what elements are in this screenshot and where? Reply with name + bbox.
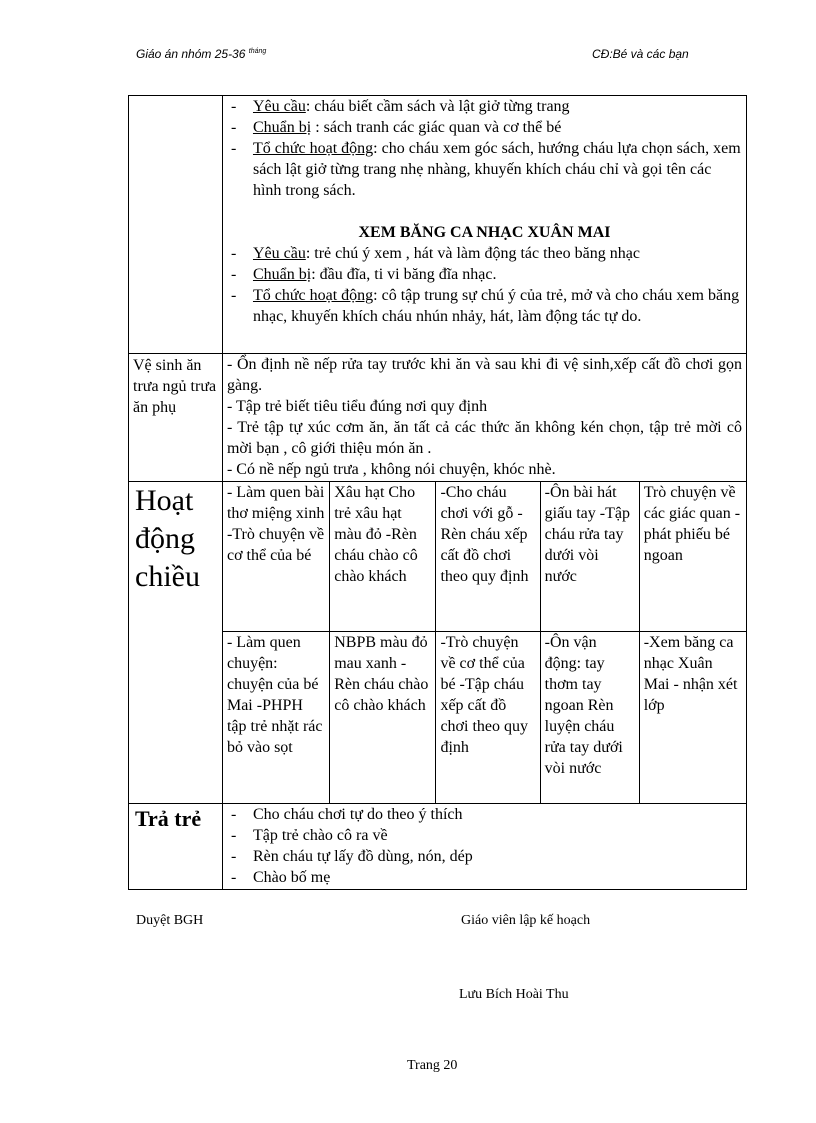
list-item: - Rèn cháu tự lấy đồ dùng, nón, dép [253, 846, 742, 867]
afternoon-cell: - Làm quen chuyện: chuyện của bé Mai -PHPH tập trẻ nhặt rác bỏ vào sọt [222, 632, 329, 804]
list-item: - Tổ chức hoạt động: cho cháu xem góc sách, hướng cháu lựa chọn sách, xem sách lật giở từng trang nhẹ nhàng, khuyến khích cháu chỉ và gọi tên các hình trong sách. [253, 138, 742, 201]
table-row [129, 482, 747, 632]
approval-label: Duyệt BGH [136, 913, 204, 928]
afternoon-cell: NBPB màu đỏ mau xanh -Rèn cháu chào cô chào khách [330, 632, 436, 804]
row-label-afternoon: Hoạt động chiều [129, 482, 223, 804]
hygiene-line: - Tập trẻ biết tiêu tiểu đúng nơi quy định [226, 398, 488, 415]
list-item: - Tập trẻ chào cô ra về [253, 825, 742, 846]
list-item: - Yêu cầu: trẻ chú ý xem , hát và làm động tác theo băng nhạc [253, 243, 742, 264]
music-activity-list [227, 243, 742, 327]
table-row [129, 96, 747, 354]
pickup-list [227, 804, 742, 888]
page-header-left [136, 47, 266, 61]
activity-cell [222, 96, 746, 354]
page-number: Trang 20 [407, 1058, 458, 1073]
row-label-hygiene: Vệ sinh ăn trưa ngủ trưa ăn phụ [129, 354, 223, 482]
header-title: Giáo án nhóm 25-36 [136, 47, 246, 61]
list-item: - Chuẩn bị : sách tranh các giác quan và cơ thể bé [253, 117, 742, 138]
planner-label: Giáo viên lập kế hoạch [461, 913, 591, 928]
book-activity-list [227, 96, 742, 201]
list-item: - Tổ chức hoạt động: cô tập trung sự chú ý của trẻ, mở và cho cháu xem băng nhạc, khuyến khích cháu nhún nhảy, hát, làm động tác tự do. [253, 285, 742, 327]
table-row [129, 804, 747, 890]
pickup-cell [222, 804, 746, 890]
row-label-pickup: Trả trẻ [129, 804, 223, 890]
hygiene-line: - Trẻ tập tự xúc cơm ăn, ăn tất cả các thức ăn không kén chọn, tập trẻ mời cô mời bạn , cô giới thiệu món ăn . [226, 419, 742, 457]
afternoon-cell: Xâu hạt Cho trẻ xâu hạt màu đỏ -Rèn cháu chào cô chào khách [330, 482, 436, 632]
page-header-right: CĐ:Bé và các bạn [592, 47, 689, 61]
afternoon-cell: Trò chuyện về các giác quan -phát phiếu bé ngoan [639, 482, 746, 632]
hygiene-line: - Có nề nếp ngủ trưa , không nói chuyện, khóc nhè. [226, 461, 556, 478]
afternoon-cell: - Làm quen bài thơ miệng xinh -Trò chuyện về cơ thể của bé [222, 482, 329, 632]
list-item: - Chào bố mẹ [253, 867, 742, 888]
row-label-empty [129, 96, 223, 354]
section-title: XEM BĂNG CA NHẠC XUÂN MAI [358, 224, 611, 241]
list-item: - Cho cháu chơi tự do theo ý thích [253, 804, 742, 825]
list-item: - Yêu cầu: cháu biết cầm sách và lật giở từng trang [253, 96, 742, 117]
afternoon-cell: -Cho cháu chơi với gỗ -Rèn cháu xếp cất đồ chơi theo quy định [436, 482, 540, 632]
hygiene-cell [222, 354, 746, 482]
list-item: - Chuẩn bị: đầu đĩa, ti vi băng đĩa nhạc. [253, 264, 742, 285]
afternoon-cell: -Trò chuyện về cơ thể của bé -Tập cháu xếp cất đồ chơi theo quy định [436, 632, 540, 804]
afternoon-cell: -Xem băng ca nhạc Xuân Mai - nhận xét lớp [639, 632, 746, 804]
header-title-sup: tháng [248, 48, 267, 55]
afternoon-cell: -Ôn vận động: tay thơm tay ngoan Rèn luyện cháu rửa tay dưới vòi nước [540, 632, 639, 804]
teacher-name: Lưu Bích Hoài Thu [459, 987, 569, 1002]
hygiene-line: - Ổn định nề nếp rửa tay trước khi ăn và sau khi đi vệ sinh,xếp cất đồ chơi gọn gàng. [226, 356, 742, 394]
lesson-plan-table [128, 95, 747, 890]
afternoon-cell: -Ôn bài hát giấu tay -Tập cháu rửa tay dưới vòi nước [540, 482, 639, 632]
table-row [129, 354, 747, 482]
